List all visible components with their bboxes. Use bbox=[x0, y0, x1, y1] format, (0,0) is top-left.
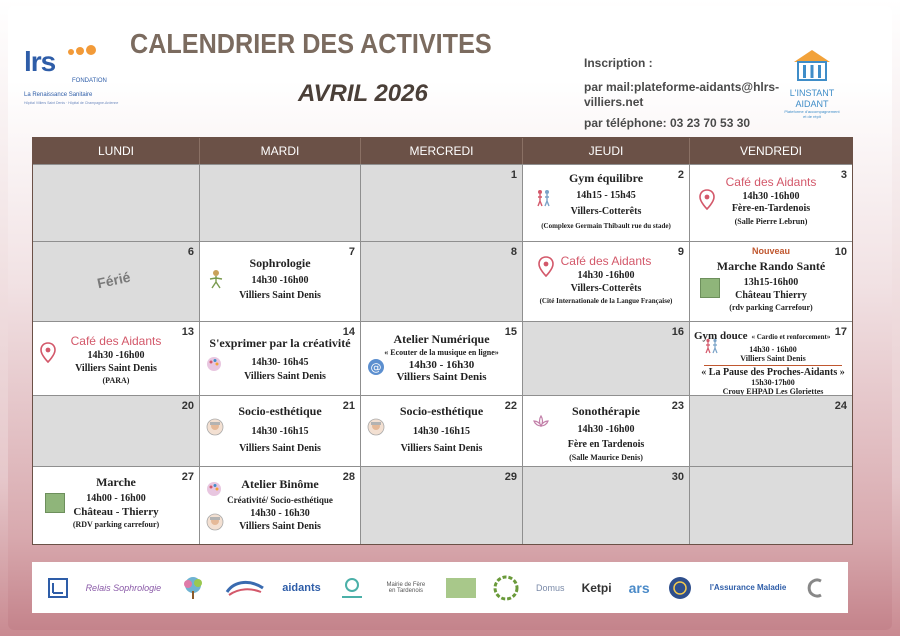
day-number: 28 bbox=[342, 471, 355, 483]
event-place: Villiers Saint Denis bbox=[239, 290, 321, 301]
partner-mairie: Mairie de Fère en Tardenois bbox=[386, 581, 426, 594]
event-hours: 14h30 - 16h00 bbox=[749, 345, 797, 354]
event-place: Fère en Tardenois bbox=[567, 439, 645, 450]
event-place: Villiers Saint Denis bbox=[400, 443, 483, 454]
week-row bbox=[33, 395, 852, 466]
event-hours: 14h30 -16h15 bbox=[413, 426, 470, 437]
partner-ars: ars bbox=[628, 579, 650, 596]
event-place: Villiers Saint Denis bbox=[740, 354, 806, 363]
event-title: Atelier Numérique bbox=[393, 332, 490, 346]
event-title: Sonothérapie bbox=[571, 404, 640, 418]
wreath-logo bbox=[493, 575, 519, 601]
event-subtitle: « Ecouter de la musique en ligne» bbox=[384, 348, 499, 357]
event-title: Café des Aidants bbox=[70, 334, 162, 348]
event-hours: 14h30 - 16h30 bbox=[250, 508, 310, 519]
inscription-mail[interactable]: par mail:plateforme-aidants@hlrs- bbox=[584, 80, 780, 94]
lrs-small-logo bbox=[47, 577, 69, 599]
day-cell bbox=[33, 165, 200, 241]
event-subtitle: Créativité/ Socio-esthétique bbox=[227, 495, 333, 505]
partner-photo-logo bbox=[446, 578, 476, 598]
day-cell[interactable] bbox=[361, 322, 523, 395]
day-header: LUNDI bbox=[33, 138, 200, 164]
event-title: Sophrologie bbox=[249, 256, 311, 270]
partner-domus: Domus bbox=[536, 582, 565, 593]
event-place: Villiers Saint Denis bbox=[75, 363, 157, 374]
day-number: 3 bbox=[840, 169, 847, 181]
day-cell bbox=[361, 165, 523, 241]
event-detail: (Complexe Germain Thibault rue du stade) bbox=[541, 222, 671, 230]
day-number: 15 bbox=[504, 326, 517, 338]
inscription-phone: par téléphone: 03 23 70 53 30 bbox=[584, 116, 751, 130]
day-cell bbox=[361, 242, 523, 321]
day-cell bbox=[33, 396, 200, 466]
event-title: Café des Aidants bbox=[560, 254, 652, 268]
partner-assurance: l'Assurance Maladie bbox=[709, 583, 787, 592]
day-number: 22 bbox=[504, 400, 517, 412]
day-header: JEUDI bbox=[523, 138, 690, 164]
day-number: 17 bbox=[834, 326, 847, 338]
day-cell bbox=[690, 467, 852, 544]
event-place: Villers-Cotterêts bbox=[570, 283, 642, 294]
event-detail: (RDV parking carrefour) bbox=[72, 520, 160, 529]
event-hours: 14h30 -16h00 bbox=[577, 270, 635, 281]
day-number: 30 bbox=[671, 471, 684, 483]
event-hours: 14h30 -16h00 bbox=[87, 350, 145, 361]
event-detail: (Cité Internationale de la Langue Française) bbox=[539, 297, 673, 305]
partner-logos bbox=[32, 562, 848, 613]
tree-logo bbox=[178, 576, 208, 600]
event-hours: 14h30 -16h00 bbox=[577, 424, 635, 435]
day-cell bbox=[361, 467, 523, 544]
day-number: 16 bbox=[671, 326, 684, 338]
separator-line bbox=[704, 365, 842, 366]
instant-aidant-logo: L'INSTANT AIDANT Plateforme d'accompagnement et de répit bbox=[784, 48, 840, 108]
event-hours: 14h30- 16h45 bbox=[251, 357, 309, 368]
day-cell[interactable] bbox=[200, 242, 361, 321]
day-header: MERCREDI bbox=[361, 138, 523, 164]
day-cell bbox=[200, 165, 361, 241]
event-detail: (Salle Maurice Denis) bbox=[569, 453, 643, 462]
day-cell[interactable] bbox=[33, 467, 200, 544]
event-title: Atelier Binôme bbox=[241, 477, 319, 491]
day-cell[interactable] bbox=[200, 396, 361, 466]
event-hours: 14h30 -16h15 bbox=[251, 426, 309, 437]
day-header: MARDI bbox=[200, 138, 361, 164]
day-cell bbox=[523, 322, 690, 395]
day-number: 24 bbox=[834, 400, 847, 412]
event-hours: 14h30 - 16h30 bbox=[408, 359, 475, 371]
house-icon bbox=[792, 48, 832, 82]
event-place: Château - Thierry bbox=[73, 506, 159, 518]
day-cell[interactable] bbox=[361, 396, 523, 466]
day-cell[interactable] bbox=[690, 322, 852, 395]
event-title: Marche Rando Santé bbox=[716, 259, 826, 273]
event-title: Socio-esthétique bbox=[399, 404, 484, 418]
day-number: 8 bbox=[510, 246, 517, 258]
holiday-label: Férié bbox=[95, 268, 132, 292]
event-title: Gym douce bbox=[694, 330, 748, 342]
day-number: 2 bbox=[677, 169, 684, 181]
event-title-note: « Cardio et renforcement» bbox=[751, 333, 831, 341]
day-number: 10 bbox=[834, 246, 847, 258]
day-number: 27 bbox=[181, 471, 194, 483]
weekday-header bbox=[33, 138, 852, 164]
day-number: 21 bbox=[342, 400, 355, 412]
event-title: S'exprimer par la créativité bbox=[209, 336, 351, 350]
c-logo bbox=[803, 577, 833, 599]
partner-ketpi: Ketpi bbox=[581, 580, 612, 595]
event-place-2: Crouy EHPAD Les Gloriettes bbox=[722, 387, 824, 395]
day-number: 14 bbox=[342, 326, 355, 338]
day-cell[interactable] bbox=[523, 242, 690, 321]
event-detail: (PARA) bbox=[102, 376, 130, 385]
event-hours: 13h15-16h00 bbox=[743, 277, 799, 288]
network-logo bbox=[338, 577, 366, 599]
week-row bbox=[33, 466, 852, 544]
event-title: Socio-esthétique bbox=[238, 404, 322, 418]
event-detail: (Salle Pierre Lebrun) bbox=[734, 217, 808, 226]
week-row bbox=[33, 164, 852, 241]
event-place: Fère-en-Tardenois bbox=[731, 203, 811, 214]
event-hours: 14h00 - 16h00 bbox=[86, 493, 146, 504]
partner-sophro: Relais Sophrologie bbox=[85, 582, 162, 593]
event-hours: 14h15 - 15h45 bbox=[576, 190, 636, 201]
day-cell[interactable] bbox=[690, 242, 852, 321]
svg-text:@: @ bbox=[370, 361, 382, 374]
week-row bbox=[33, 321, 852, 395]
event-place: Villiers Saint Denis bbox=[396, 371, 487, 383]
day-cell[interactable] bbox=[200, 322, 361, 395]
day-cell bbox=[523, 467, 690, 544]
day-number: 20 bbox=[181, 400, 194, 412]
event-title: Gym équilibre bbox=[568, 171, 644, 185]
day-number: 29 bbox=[504, 471, 517, 483]
round-seal-logo bbox=[667, 575, 693, 601]
day-number: 13 bbox=[181, 326, 194, 338]
event-place: Villers-Cotterêts bbox=[570, 206, 642, 217]
month-title: AVRIL 2026 bbox=[298, 80, 428, 107]
event-title: Marche bbox=[96, 475, 136, 489]
day-cell[interactable] bbox=[200, 467, 361, 544]
swoosh-logo bbox=[225, 578, 265, 598]
day-cell[interactable] bbox=[523, 396, 690, 466]
day-cell[interactable] bbox=[33, 322, 200, 395]
event-place: Villiers Saint Denis bbox=[244, 371, 326, 382]
event-title: Café des Aidants bbox=[725, 175, 817, 189]
event-hours-2: 15h30-17h00 bbox=[751, 378, 795, 387]
new-badge: Nouveau bbox=[751, 246, 790, 256]
event-title-2: « La Pause des Proches-Aidants » bbox=[701, 367, 845, 378]
day-cell[interactable] bbox=[523, 165, 690, 241]
page-title: CALENDRIER DES ACTIVITES bbox=[130, 28, 492, 59]
day-cell bbox=[690, 396, 852, 466]
day-number: 6 bbox=[187, 246, 194, 258]
day-number: 23 bbox=[671, 400, 684, 412]
partner-aidants: aidants bbox=[282, 581, 321, 594]
event-place: Château Thierry bbox=[735, 290, 807, 301]
event-detail: (rdv parking Carrefour) bbox=[729, 303, 813, 312]
day-header: VENDREDI bbox=[739, 144, 802, 158]
event-hours: 14h30 -16h00 bbox=[251, 275, 309, 286]
inscription-mail-cont[interactable]: villiers.net bbox=[584, 95, 644, 109]
day-number: 1 bbox=[510, 169, 517, 181]
day-cell[interactable] bbox=[690, 165, 852, 241]
event-place: Villiers Saint Denis bbox=[239, 521, 321, 532]
lrs-logo: lrs FONDATION La Renaissance Sanitaire Hôpital Villiers Saint Denis · Hôpital de Champagne-Ardenne bbox=[24, 46, 119, 105]
calendar-table bbox=[32, 137, 853, 545]
event-place: Villiers Saint Denis bbox=[239, 443, 321, 454]
week-row bbox=[33, 241, 852, 321]
inscription-label: Inscription : bbox=[584, 56, 653, 70]
day-number: 9 bbox=[677, 246, 684, 258]
day-number: 7 bbox=[348, 246, 355, 258]
event-hours: 14h30 -16h00 bbox=[742, 191, 800, 202]
day-cell bbox=[33, 242, 200, 321]
